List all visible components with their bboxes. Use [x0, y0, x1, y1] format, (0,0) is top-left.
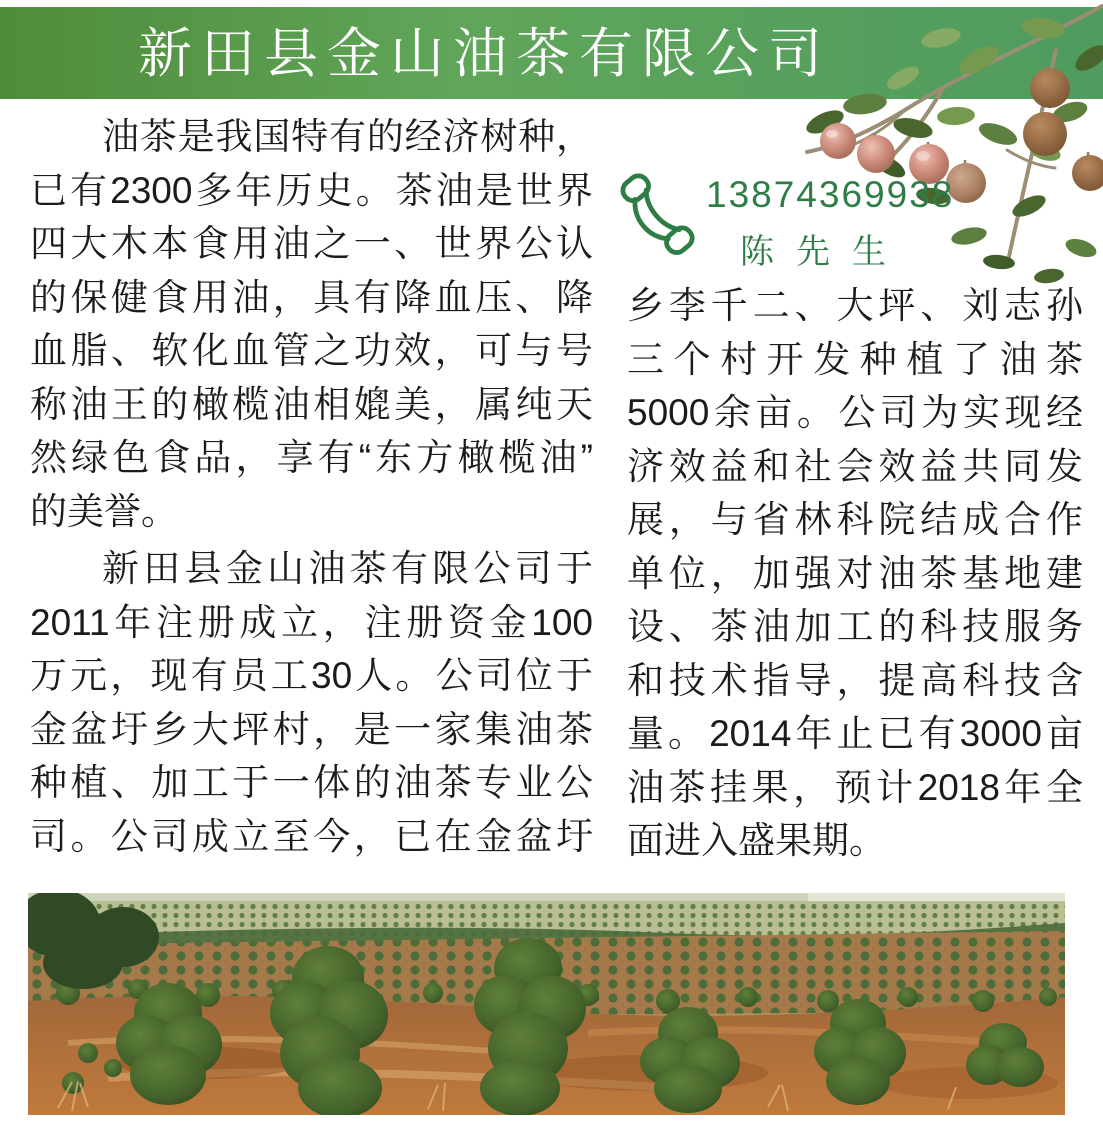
text-line: 设、茶油加工的科技服务 [627, 606, 1083, 647]
text-line: 金盆圩乡大坪村，是一家集油茶 [30, 708, 593, 750]
phone-icon [616, 160, 702, 266]
text-line: 三个村开发种植了油茶 [627, 338, 1083, 380]
text-line: 种植、加工于一体的油茶专业公 [30, 762, 593, 803]
text-line: 然绿色食品，享有“东方橄榄油” [30, 437, 593, 478]
text-line: 乡李千二、大坪、刘志孙 [627, 285, 1083, 326]
text-line: 油茶挂果，预计2018年全 [627, 766, 1083, 808]
article-column-left [30, 110, 593, 863]
text-line: 5000余亩。公司为实现经 [627, 392, 1083, 433]
text-line: 的美誉。 [30, 490, 178, 532]
text-line: 已有2300多年历史。茶油是世界 [30, 169, 593, 211]
text-line: 司。公司成立至今，已在金盆圩 [30, 815, 593, 857]
plantation-photo [28, 893, 1065, 1115]
contact-person: 陈先生 [740, 233, 908, 271]
text-line: 的保健食用油，具有降血压、降 [30, 276, 593, 318]
contact-text [702, 160, 954, 273]
text-line: 面进入盛果期。 [627, 820, 886, 861]
paragraph-3 [627, 279, 1083, 868]
contact-info [616, 160, 954, 273]
text-line: 四大木本食用油之一、世界公认 [30, 223, 593, 264]
phone-number: 13874369938 [706, 174, 955, 215]
text-line: 油茶是我国特有的经济树种， [102, 116, 593, 157]
text-line: 济效益和社会效益共同发 [627, 445, 1083, 487]
paragraph-1 [30, 110, 593, 538]
paragraph-2 [30, 542, 593, 863]
article-column-right [627, 279, 1083, 868]
text-line: 单位，加强对油茶基地建 [627, 552, 1083, 594]
text-line: 新田县金山油茶有限公司于 [102, 548, 593, 589]
text-line: 展，与省林科院结成合作 [627, 499, 1083, 540]
company-title: 新田县金山油茶有限公司 [138, 24, 831, 84]
text-line: 和技术指导，提高科技含 [627, 659, 1083, 701]
text-line: 称油王的橄榄油相媲美，属纯天 [30, 383, 593, 425]
text-line: 2011年注册成立，注册资金100 [30, 601, 593, 643]
text-line: 万元，现有员工30人。公司位于 [30, 655, 593, 696]
text-line: 量。2014年止已有3000亩 [627, 713, 1083, 754]
text-line: 血脂、软化血管之功效，可与号 [30, 330, 593, 371]
